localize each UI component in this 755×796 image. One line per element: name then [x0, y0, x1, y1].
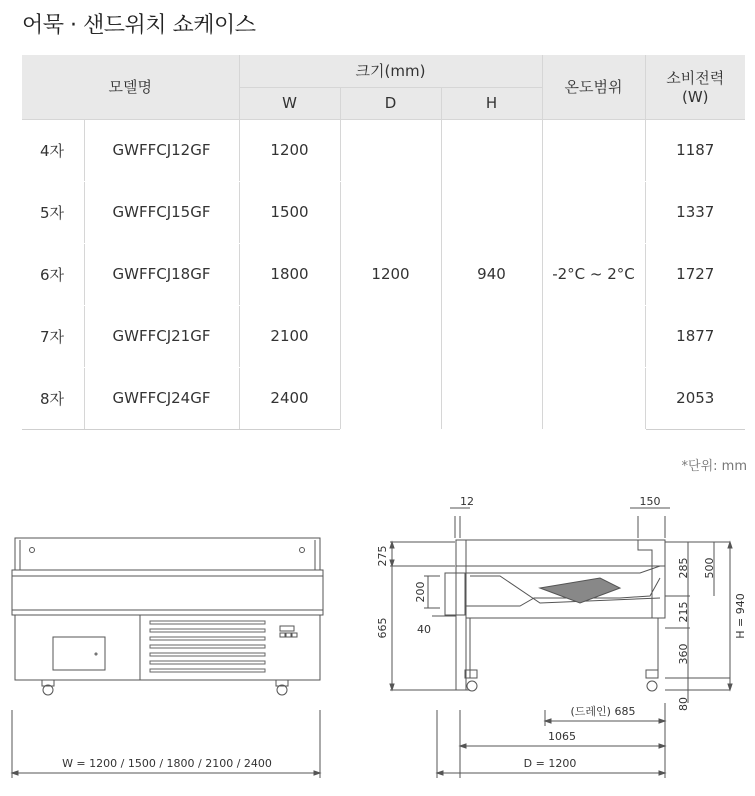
front-view — [12, 538, 323, 778]
row-size-label: 4자 — [22, 119, 84, 181]
front-width-label: W = 1200 / 1500 / 1800 / 2100 / 2400 — [62, 757, 272, 770]
header-model: 모델명 — [22, 55, 239, 119]
dim-12: 12 — [460, 495, 474, 508]
dim-360: 360 — [677, 643, 690, 665]
row-model: GWFFCJ18GF — [84, 243, 239, 305]
dim-80: 80 — [677, 697, 690, 711]
header-power-label: 소비전력 — [666, 69, 725, 88]
table-row — [22, 119, 745, 181]
row-power: 1337 — [645, 181, 745, 243]
row-width: 2100 — [239, 305, 340, 367]
row-size-label: 5자 — [22, 181, 84, 243]
header-size: 크기(mm) — [239, 55, 542, 87]
row-power: 1727 — [645, 243, 745, 305]
row-width: 1800 — [239, 243, 340, 305]
row-size-label: 7자 — [22, 305, 84, 367]
row-model: GWFFCJ12GF — [84, 119, 239, 181]
header-power-unit: (W) — [681, 88, 709, 107]
header-temp: 온도범위 — [542, 55, 645, 119]
page-title: 어묵 · 샌드위치 쇼케이스 — [22, 13, 256, 38]
shared-depth: 1200 — [340, 119, 441, 429]
dim-drain: (드레인) 685 — [570, 705, 636, 718]
dim-275: 275 — [376, 545, 389, 567]
header-d: D — [340, 87, 441, 119]
shared-temp: -2°C ~ 2°C — [542, 119, 645, 429]
row-model: GWFFCJ24GF — [84, 367, 239, 429]
unit-note: *단위: mm — [681, 459, 747, 474]
row-width: 1200 — [239, 119, 340, 181]
dim-285: 285 — [677, 557, 690, 579]
dim-total-depth: D = 1200 — [523, 757, 577, 770]
row-power: 1187 — [645, 119, 745, 181]
dim-150: 150 — [639, 495, 661, 508]
row-power: 2053 — [645, 367, 745, 429]
row-model: GWFFCJ15GF — [84, 181, 239, 243]
row-size-label: 6자 — [22, 243, 84, 305]
dim-1065: 1065 — [548, 730, 576, 743]
dim-500: 500 — [703, 557, 716, 579]
row-model: GWFFCJ21GF — [84, 305, 239, 367]
dim-total-height: H = 940 — [734, 593, 747, 639]
dim-665: 665 — [376, 617, 389, 639]
row-width: 1500 — [239, 181, 340, 243]
technical-drawing — [0, 478, 755, 796]
header-w: W — [239, 87, 340, 119]
header-h: H — [441, 87, 542, 119]
dim-215: 215 — [677, 601, 690, 623]
row-power: 1877 — [645, 305, 745, 367]
spec-table — [22, 55, 745, 430]
row-size-label: 8자 — [22, 367, 84, 429]
row-width: 2400 — [239, 367, 340, 429]
dim-40: 40 — [417, 623, 431, 636]
header-power — [645, 55, 745, 119]
dim-200: 200 — [414, 581, 427, 603]
shared-height: 940 — [441, 119, 542, 429]
